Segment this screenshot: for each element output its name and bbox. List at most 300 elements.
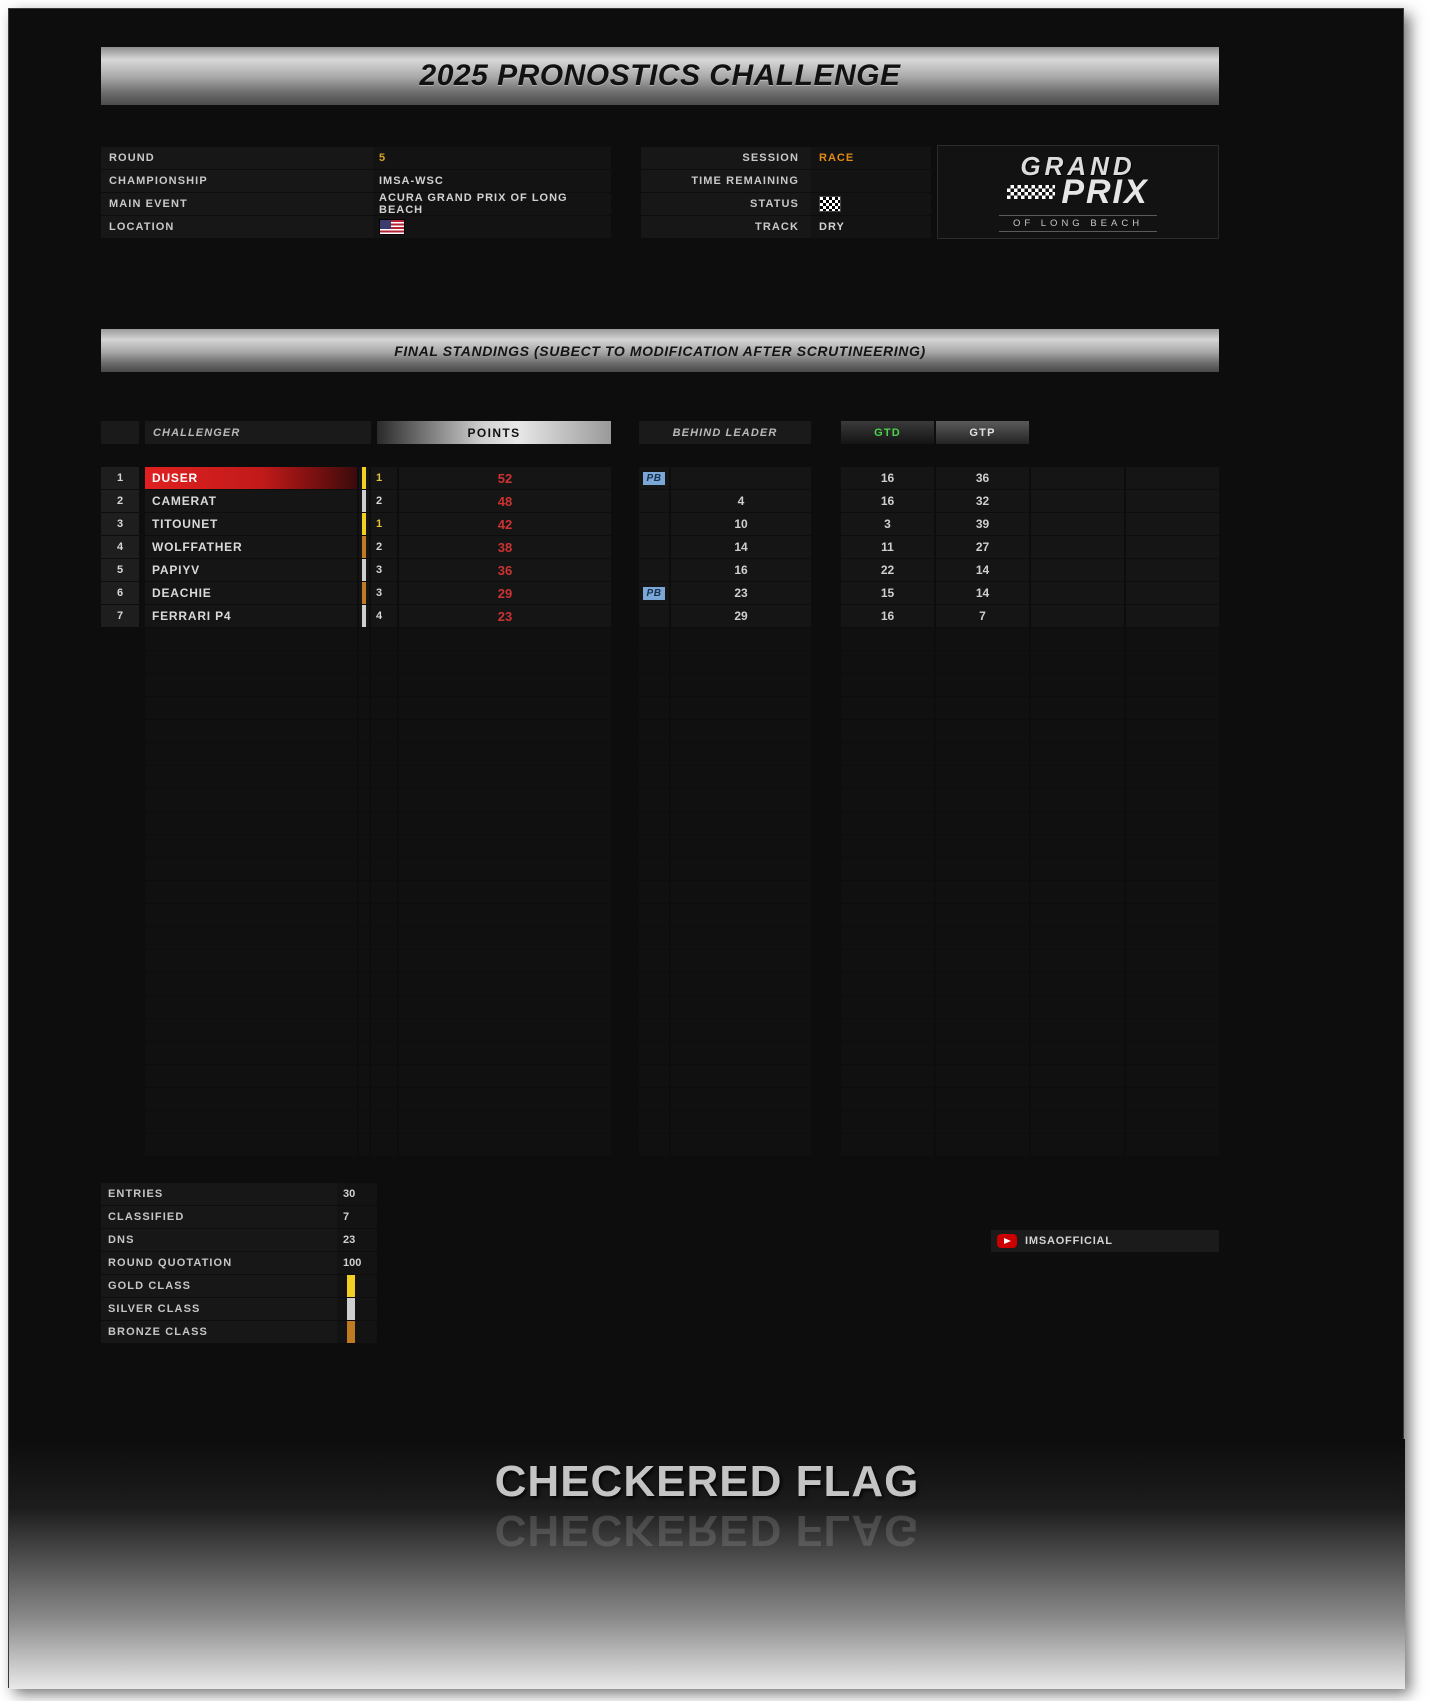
row-gtp — [936, 720, 1029, 742]
class-color-swatch — [347, 1321, 355, 1343]
row-personal-best — [639, 1134, 669, 1156]
row-personal-best — [639, 490, 669, 512]
row-personal-best — [639, 904, 669, 926]
row-extra-2 — [1126, 490, 1219, 512]
info-value-time-remaining — [811, 170, 931, 192]
header-gtp: GTP — [936, 421, 1029, 444]
row-personal-best — [639, 996, 669, 1018]
info-value-status — [811, 193, 931, 215]
row-behind-leader — [671, 1065, 811, 1087]
logo-grand-text: GRAND — [1020, 150, 1136, 181]
table-row[interactable] — [101, 605, 1219, 628]
info-row-location — [101, 216, 611, 238]
row-class-color — [359, 812, 369, 834]
row-personal-best — [639, 789, 669, 811]
row-challenger-name — [145, 697, 357, 719]
row-challenger-name: DEACHIE — [145, 582, 357, 604]
row-gtp — [936, 628, 1029, 650]
row-gtp — [936, 1088, 1029, 1110]
row-personal-best — [639, 536, 669, 558]
row-challenger-name: TITOUNET — [145, 513, 357, 535]
row-class-color — [359, 789, 369, 811]
row-extra-2 — [1126, 1019, 1219, 1041]
row-gtd — [841, 996, 934, 1018]
row-gtd: 16 — [841, 467, 934, 489]
row-class-number: 2 — [371, 536, 397, 558]
row-personal-best — [639, 1019, 669, 1041]
row-extra-2 — [1126, 835, 1219, 857]
row-personal-best — [639, 605, 669, 627]
row-extra-2 — [1126, 881, 1219, 903]
row-extra-1 — [1031, 927, 1124, 949]
row-behind-leader — [671, 789, 811, 811]
row-gtd — [841, 904, 934, 926]
table-row-empty — [101, 858, 1219, 881]
logo-subtitle: OF LONG BEACH — [999, 215, 1157, 232]
row-personal-best — [639, 1065, 669, 1087]
row-class-number: 1 — [371, 467, 397, 489]
row-gtd — [841, 1042, 934, 1064]
row-class-color — [359, 720, 369, 742]
row-gtd: 15 — [841, 582, 934, 604]
row-extra-1 — [1031, 1065, 1124, 1087]
row-personal-best — [639, 1088, 669, 1110]
row-class-color — [359, 582, 369, 604]
row-gtp — [936, 766, 1029, 788]
row-class-number — [371, 1111, 397, 1133]
stat-label: DNS — [101, 1229, 337, 1251]
info-row-session — [641, 147, 931, 169]
row-behind-leader — [671, 1111, 811, 1133]
info-value-track: DRY — [811, 216, 931, 238]
row-class-number — [371, 927, 397, 949]
row-points — [399, 812, 611, 834]
row-behind-leader — [671, 628, 811, 650]
info-row-time-remaining — [641, 170, 931, 192]
row-challenger-name — [145, 812, 357, 834]
row-class-color — [359, 858, 369, 880]
row-behind-leader: 4 — [671, 490, 811, 512]
row-behind-leader — [671, 674, 811, 696]
info-label-session: SESSION — [641, 147, 811, 169]
stat-label: CLASSIFIED — [101, 1206, 337, 1228]
row-gtd — [841, 881, 934, 903]
row-extra-1 — [1031, 536, 1124, 558]
row-points: 36 — [399, 559, 611, 581]
table-row-empty — [101, 789, 1219, 812]
row-points — [399, 1134, 611, 1156]
row-extra-2 — [1126, 973, 1219, 995]
row-class-number — [371, 904, 397, 926]
row-behind-leader — [671, 651, 811, 673]
row-position: 1 — [101, 467, 139, 489]
row-extra-2 — [1126, 1065, 1219, 1087]
stat-value: 100 — [337, 1252, 377, 1274]
table-row-empty — [101, 904, 1219, 927]
row-class-number: 1 — [371, 513, 397, 535]
row-gtp — [936, 950, 1029, 972]
row-challenger-name — [145, 674, 357, 696]
row-behind-leader — [671, 1019, 811, 1041]
row-extra-2 — [1126, 996, 1219, 1018]
row-class-color — [359, 536, 369, 558]
row-gtd: 11 — [841, 536, 934, 558]
row-points — [399, 950, 611, 972]
row-extra-2 — [1126, 559, 1219, 581]
row-extra-2 — [1126, 812, 1219, 834]
row-extra-2 — [1126, 904, 1219, 926]
row-behind-leader — [671, 812, 811, 834]
row-gtd: 16 — [841, 605, 934, 627]
row-position: 3 — [101, 513, 139, 535]
row-gtd: 22 — [841, 559, 934, 581]
table-row-empty — [101, 927, 1219, 950]
class-color-swatch — [347, 1275, 355, 1297]
row-points: 29 — [399, 582, 611, 604]
row-class-number — [371, 697, 397, 719]
row-gtp — [936, 651, 1029, 673]
row-personal-best — [639, 720, 669, 742]
row-extra-2 — [1126, 1134, 1219, 1156]
row-gtp: 14 — [936, 559, 1029, 581]
row-class-color — [359, 950, 369, 972]
row-gtd — [841, 628, 934, 650]
row-personal-best — [639, 697, 669, 719]
row-gtd — [841, 651, 934, 673]
row-gtd — [841, 927, 934, 949]
row-extra-2 — [1126, 605, 1219, 627]
row-extra-2 — [1126, 858, 1219, 880]
youtube-icon — [997, 1234, 1017, 1248]
row-position: 5 — [101, 559, 139, 581]
row-class-color — [359, 904, 369, 926]
row-gtp — [936, 1134, 1029, 1156]
row-personal-best — [639, 812, 669, 834]
row-gtp: 7 — [936, 605, 1029, 627]
row-extra-2 — [1126, 674, 1219, 696]
row-behind-leader: 29 — [671, 605, 811, 627]
info-row-main-event — [101, 193, 611, 215]
row-personal-best — [639, 1111, 669, 1133]
row-gtd — [841, 1111, 934, 1133]
row-position: 7 — [101, 605, 139, 627]
row-challenger-name — [145, 789, 357, 811]
stat-label: GOLD CLASS — [101, 1275, 337, 1297]
standings-banner — [101, 329, 1219, 372]
info-value-location — [373, 216, 611, 238]
row-behind-leader — [671, 927, 811, 949]
row-personal-best — [639, 743, 669, 765]
row-challenger-name — [145, 766, 357, 788]
row-extra-1 — [1031, 835, 1124, 857]
row-challenger-name — [145, 720, 357, 742]
row-points — [399, 789, 611, 811]
row-class-color — [359, 927, 369, 949]
row-challenger-name — [145, 904, 357, 926]
row-gtd — [841, 697, 934, 719]
row-class-color — [359, 605, 369, 627]
row-gtd — [841, 674, 934, 696]
row-gtd — [841, 1134, 934, 1156]
table-row[interactable] — [101, 559, 1219, 582]
table-row-empty — [101, 697, 1219, 720]
row-class-number — [371, 628, 397, 650]
row-challenger-name — [145, 1019, 357, 1041]
row-extra-1 — [1031, 743, 1124, 765]
row-points — [399, 996, 611, 1018]
row-gtd — [841, 950, 934, 972]
header-points: POINTS — [377, 421, 611, 444]
row-gtp: 32 — [936, 490, 1029, 512]
row-extra-1 — [1031, 605, 1124, 627]
row-extra-1 — [1031, 513, 1124, 535]
row-points — [399, 904, 611, 926]
row-behind-leader — [671, 996, 811, 1018]
pb-badge: PB — [643, 472, 666, 485]
row-gtp — [936, 1065, 1029, 1087]
row-challenger-name — [145, 651, 357, 673]
row-behind-leader — [671, 766, 811, 788]
row-gtp — [936, 674, 1029, 696]
row-challenger-name — [145, 835, 357, 857]
row-personal-best — [639, 1042, 669, 1064]
row-extra-1 — [1031, 1111, 1124, 1133]
row-challenger-name — [145, 973, 357, 995]
standings-banner-text: FINAL STANDINGS (SUBECT TO MODIFICATION AFTER SCRUTINEERING) — [394, 342, 926, 359]
row-behind-leader: 10 — [671, 513, 811, 535]
row-challenger-name — [145, 881, 357, 903]
info-label-main-event: MAIN EVENT — [101, 193, 373, 215]
table-row-empty — [101, 651, 1219, 674]
row-class-color — [359, 1065, 369, 1087]
table-row-empty — [101, 1134, 1219, 1157]
row-class-number — [371, 1042, 397, 1064]
stat-value — [337, 1298, 377, 1320]
row-extra-2 — [1126, 467, 1219, 489]
row-class-color — [359, 628, 369, 650]
stat-label: ENTRIES — [101, 1183, 337, 1205]
row-challenger-name — [145, 950, 357, 972]
stat-value — [337, 1321, 377, 1343]
class-color-swatch — [347, 1298, 355, 1320]
row-gtd — [841, 1065, 934, 1087]
row-class-number — [371, 789, 397, 811]
row-extra-1 — [1031, 1019, 1124, 1041]
row-behind-leader — [671, 1134, 811, 1156]
table-row[interactable] — [101, 467, 1219, 490]
row-class-color — [359, 881, 369, 903]
stat-value: 23 — [337, 1229, 377, 1251]
row-extra-1 — [1031, 559, 1124, 581]
row-extra-2 — [1126, 697, 1219, 719]
row-extra-1 — [1031, 789, 1124, 811]
table-row-empty — [101, 1019, 1219, 1042]
row-behind-leader — [671, 1088, 811, 1110]
row-points — [399, 1019, 611, 1041]
row-extra-1 — [1031, 628, 1124, 650]
row-challenger-name — [145, 1065, 357, 1087]
page-title-text: 2025 PRONOSTICS CHALLENGE — [419, 59, 901, 92]
row-class-color — [359, 1111, 369, 1133]
table-row-empty — [101, 743, 1219, 766]
row-challenger-name — [145, 1042, 357, 1064]
info-label-round: ROUND — [101, 147, 373, 169]
row-points — [399, 743, 611, 765]
row-extra-1 — [1031, 1042, 1124, 1064]
stat-row — [101, 1252, 377, 1274]
stat-row — [101, 1206, 377, 1228]
row-gtp: 39 — [936, 513, 1029, 535]
row-gtp — [936, 1042, 1029, 1064]
row-extra-2 — [1126, 927, 1219, 949]
row-class-number — [371, 1065, 397, 1087]
row-gtp — [936, 1111, 1029, 1133]
table-row-empty — [101, 766, 1219, 789]
checker-stripe-icon — [1007, 185, 1055, 199]
stat-value — [337, 1275, 377, 1297]
row-class-number — [371, 743, 397, 765]
row-extra-2 — [1126, 628, 1219, 650]
row-behind-leader — [671, 467, 811, 489]
row-personal-best — [639, 950, 669, 972]
row-class-number — [371, 720, 397, 742]
logo-prix-row — [1007, 172, 1149, 211]
row-personal-best — [639, 973, 669, 995]
row-gtp — [936, 996, 1029, 1018]
standings-grid — [101, 467, 1219, 1157]
stat-row — [101, 1298, 377, 1320]
row-points: 38 — [399, 536, 611, 558]
row-personal-best — [639, 582, 669, 604]
row-class-color — [359, 743, 369, 765]
row-gtd — [841, 766, 934, 788]
table-row[interactable] — [101, 536, 1219, 559]
row-gtd — [841, 743, 934, 765]
table-row-empty — [101, 628, 1219, 651]
info-row-track — [641, 216, 931, 238]
table-row-empty — [101, 835, 1219, 858]
row-class-number: 4 — [371, 605, 397, 627]
row-gtp — [936, 904, 1029, 926]
info-value-championship: IMSA-WSC — [373, 170, 611, 192]
stats-block — [101, 1183, 377, 1344]
row-class-color — [359, 651, 369, 673]
row-class-number — [371, 651, 397, 673]
row-extra-2 — [1126, 743, 1219, 765]
row-gtd — [841, 1019, 934, 1041]
row-extra-1 — [1031, 950, 1124, 972]
row-points — [399, 766, 611, 788]
row-behind-leader — [671, 881, 811, 903]
row-gtd — [841, 789, 934, 811]
youtube-link[interactable] — [991, 1230, 1219, 1252]
row-class-number: 3 — [371, 559, 397, 581]
row-extra-1 — [1031, 697, 1124, 719]
table-row-empty — [101, 812, 1219, 835]
row-class-color — [359, 835, 369, 857]
row-extra-1 — [1031, 651, 1124, 673]
row-gtd: 16 — [841, 490, 934, 512]
row-behind-leader: 23 — [671, 582, 811, 604]
row-challenger-name: CAMERAT — [145, 490, 357, 512]
row-class-color — [359, 674, 369, 696]
row-behind-leader — [671, 697, 811, 719]
row-class-number: 3 — [371, 582, 397, 604]
row-class-color — [359, 1134, 369, 1156]
youtube-label: IMSAOFFICIAL — [1025, 1235, 1113, 1247]
row-personal-best — [639, 881, 669, 903]
pb-badge: PB — [643, 587, 666, 600]
table-row[interactable] — [101, 582, 1219, 605]
row-extra-2 — [1126, 1042, 1219, 1064]
sheet — [8, 8, 1404, 1688]
row-challenger-name: WOLFFATHER — [145, 536, 357, 558]
row-personal-best — [639, 513, 669, 535]
info-row-status — [641, 193, 931, 215]
row-gtp — [936, 1019, 1029, 1041]
row-extra-1 — [1031, 582, 1124, 604]
table-row[interactable] — [101, 490, 1219, 513]
page-title — [101, 47, 1219, 105]
row-extra-1 — [1031, 1088, 1124, 1110]
table-row-empty — [101, 1065, 1219, 1088]
row-gtp — [936, 858, 1029, 880]
usa-flag-icon — [379, 219, 405, 235]
row-extra-2 — [1126, 950, 1219, 972]
row-extra-1 — [1031, 1134, 1124, 1156]
row-class-number — [371, 1019, 397, 1041]
table-row-empty — [101, 1088, 1219, 1111]
row-behind-leader: 14 — [671, 536, 811, 558]
row-gtd — [841, 812, 934, 834]
row-personal-best — [639, 651, 669, 673]
row-behind-leader: 16 — [671, 559, 811, 581]
row-extra-2 — [1126, 1088, 1219, 1110]
row-behind-leader — [671, 950, 811, 972]
row-points — [399, 881, 611, 903]
footer-title-reflection: CHECKERED FLAG — [494, 1506, 920, 1555]
row-challenger-name — [145, 1088, 357, 1110]
row-class-color — [359, 559, 369, 581]
row-points — [399, 1065, 611, 1087]
row-behind-leader — [671, 858, 811, 880]
row-challenger-name: DUSER — [145, 467, 357, 489]
row-extra-1 — [1031, 766, 1124, 788]
row-points — [399, 651, 611, 673]
row-personal-best — [639, 858, 669, 880]
header-position — [101, 421, 139, 444]
table-row-empty — [101, 720, 1219, 743]
row-personal-best — [639, 927, 669, 949]
row-class-number — [371, 1088, 397, 1110]
row-position: 2 — [101, 490, 139, 512]
row-class-number — [371, 881, 397, 903]
stat-value: 7 — [337, 1206, 377, 1228]
row-behind-leader — [671, 743, 811, 765]
table-row-empty — [101, 973, 1219, 996]
row-behind-leader — [671, 720, 811, 742]
row-extra-2 — [1126, 1111, 1219, 1133]
row-points — [399, 720, 611, 742]
row-extra-1 — [1031, 881, 1124, 903]
stat-row — [101, 1321, 377, 1343]
row-class-number — [371, 1134, 397, 1156]
table-row[interactable] — [101, 513, 1219, 536]
row-gtd — [841, 1088, 934, 1110]
grand-prix-logo — [937, 145, 1219, 239]
info-label-championship: CHAMPIONSHIP — [101, 170, 373, 192]
stat-label: ROUND QUOTATION — [101, 1252, 337, 1274]
